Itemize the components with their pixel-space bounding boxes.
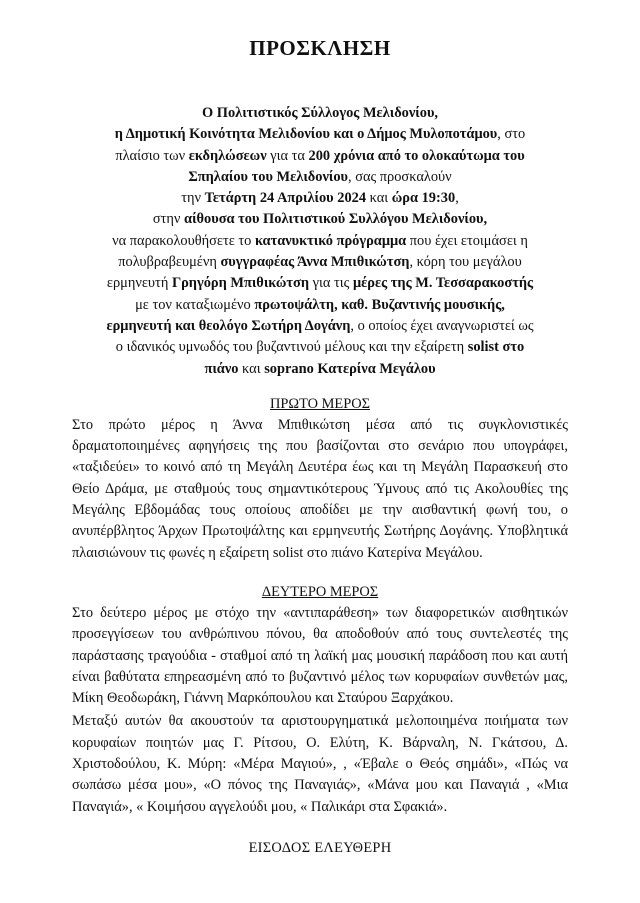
intro-cave: Σπηλαίου του Μελιδονίου bbox=[188, 168, 348, 185]
intro-text: για τα bbox=[266, 147, 309, 164]
intro-lent: μέρες της Μ. Τεσσαρακοστής bbox=[352, 275, 534, 292]
intro-line bbox=[72, 167, 568, 188]
free-entry-notice: ΕΙΣΟΔΟΣ ΕΛΕΥΘΕΡΗ bbox=[248, 839, 392, 856]
intro-text: , στο bbox=[497, 126, 526, 143]
intro-text: και bbox=[238, 360, 265, 377]
intro-text: στην bbox=[152, 211, 185, 228]
intro-text: για τις bbox=[309, 275, 353, 292]
part1-paragraph: Στο πρώτο μέρος η Άννα Μπιθικώτση μέσα από τις συγκλονιστικές δραματοποιημένες αφηγήσεις της που βασίζονται στο σενάριο που υπογράφει, «ταξιδεύει» το κοινό από τη Μεγάλη Δευτέρα έως και τη Μεγάλη Παρασκευή στο Θείο Δράμα, με σταθμούς τους σημαντικότερους Ύμνους από τις Ακολουθίες της Μεγάλης Εβδομάδας τους οποίους αποδίδει με την αισθαντική φωνή του, ο ανυπέρβλητος Άρχων Πρωτοψάλτης και ερμηνευτής Σωτήρης Δογάνης. Υποβλητικά πλαισιώνουν τις φωνές η εξαίρετη solist στο πιάνο Κατερίνα Μεγάλου. bbox=[72, 416, 568, 561]
intro-text: πλαίσιο των bbox=[115, 147, 189, 164]
intro-author: συγγραφέας Άννα Μπιθικώτση bbox=[220, 254, 410, 271]
intro-line bbox=[72, 103, 568, 124]
intro-solist: solist στο bbox=[467, 339, 525, 356]
intro-line bbox=[72, 188, 568, 209]
intro-text: , bbox=[455, 190, 459, 207]
intro-text: , κόρη του μεγάλου bbox=[409, 254, 522, 271]
intro-events: εκδηλώσεων bbox=[188, 147, 267, 164]
intro-line bbox=[72, 337, 568, 358]
part1-heading: ΠΡΩΤΟ ΜΕΡΟΣ bbox=[270, 395, 370, 412]
intro-text: πολυβραβευμένη bbox=[118, 254, 221, 271]
event-venue: αίθουσα του Πολιτιστικού Συλλόγου Μελιδονίου, bbox=[184, 211, 488, 228]
intro-line bbox=[72, 231, 568, 252]
intro-soprano: soprano Κατερίνα Μεγάλου bbox=[264, 360, 436, 377]
intro-text: και bbox=[366, 190, 392, 207]
intro-org: Ο Πολιτιστικός Σύλλογος Μελιδονίου, bbox=[201, 105, 439, 121]
intro-line bbox=[72, 209, 568, 230]
intro-singer: Γρηγόρη Μπιθικώτση bbox=[171, 275, 310, 292]
intro-text: την bbox=[181, 190, 205, 207]
event-time: ώρα 19:30 bbox=[391, 190, 456, 207]
part2-heading: ΔΕΥΤΕΡΟ ΜΕΡΟΣ bbox=[261, 583, 379, 600]
intro-line bbox=[72, 146, 568, 167]
part2-paragraph-songs: Μεταξύ αυτών θα ακουστούν τα αριστουργηματικά μελοποιημένα ποιήματα των κορυφαίων ποιητών μας Γ. Ρίτσου, Ο. Ελύτη, Κ. Βάρναλη, Ν. Γκάτσου, Δ. Χριστοδούλου, Κ. Μύρη: «Μέρα Μαγιού», , «Έβαλε ο Θεός σημάδι», «Πώς να σωπάσω μέσα μου», «Ο πόνος της Παναγιάς», «Μάνα μου και Παναγιά , «Μια Παναγιά», « Κοιμήσου αγγελούδι μου, « Παλικάρι στα Σφακιά». bbox=[72, 713, 568, 815]
intro-text: ερμηνευτή bbox=[106, 275, 172, 292]
page-title: ΠΡΟΣΚΛΗΣΗ bbox=[249, 36, 391, 60]
intro-line bbox=[72, 124, 568, 145]
intro-line bbox=[72, 316, 568, 337]
intro-co-hosts: η Δημοτική Κοινότητα Μελιδονίου και ο Δήμος Μυλοποτάμου bbox=[114, 126, 498, 143]
intro-dogganis: ερμηνευτή και θεολόγο Σωτήρη Δογάνη bbox=[106, 317, 351, 334]
part2-paragraph: Στο δεύτερο μέρος με στόχο την «αντιπαράθεση» των διαφορετικών αισθητικών προσεγγίσεων του ανθρώπινου πόνου, θα αποδοθούν από τους συντελεστές της παράστασης τραγούδια - σταθμοί από τη λαϊκή μας μουσική παράδοση που και αυτή είναι βαθύτατα επηρεασμένη από το βυζαντινό μέλος των κορυφαίων συνθετών μας, Μίκη Θεοδωράκη, Γιάννη Μαρκόπουλου και Σταύρου Ξαρχάκου. bbox=[72, 604, 568, 707]
intro-text: με τον καταξιωμένο bbox=[135, 296, 255, 313]
intro-text: να παρακολουθήσετε το bbox=[112, 232, 255, 249]
intro-line bbox=[72, 295, 568, 316]
intro-line bbox=[72, 359, 568, 380]
intro-chanter: πρωτοψάλτη, καθ. Βυζαντινής μουσικής, bbox=[254, 296, 505, 313]
intro-text: , ο οποίος έχει αναγνωριστεί ως bbox=[350, 317, 534, 334]
intro-anniversary: 200 χρόνια από το ολοκαύτωμα του bbox=[308, 147, 525, 164]
intro-program: κατανυκτικό πρόγραμμα bbox=[254, 232, 407, 249]
intro-block bbox=[72, 103, 568, 380]
intro-text: ο ιδανικός υμνωδός του βυζαντινού μέλους και την εξαίρετη bbox=[115, 339, 468, 356]
intro-text: , σας προσκαλούν bbox=[348, 168, 452, 185]
intro-text: που έχει ετοιμάσει η bbox=[406, 232, 528, 249]
intro-line bbox=[72, 273, 568, 294]
intro-piano: πιάνο bbox=[204, 360, 239, 377]
intro-line bbox=[72, 252, 568, 273]
event-date: Τετάρτη 24 Απριλίου 2024 bbox=[204, 190, 367, 207]
